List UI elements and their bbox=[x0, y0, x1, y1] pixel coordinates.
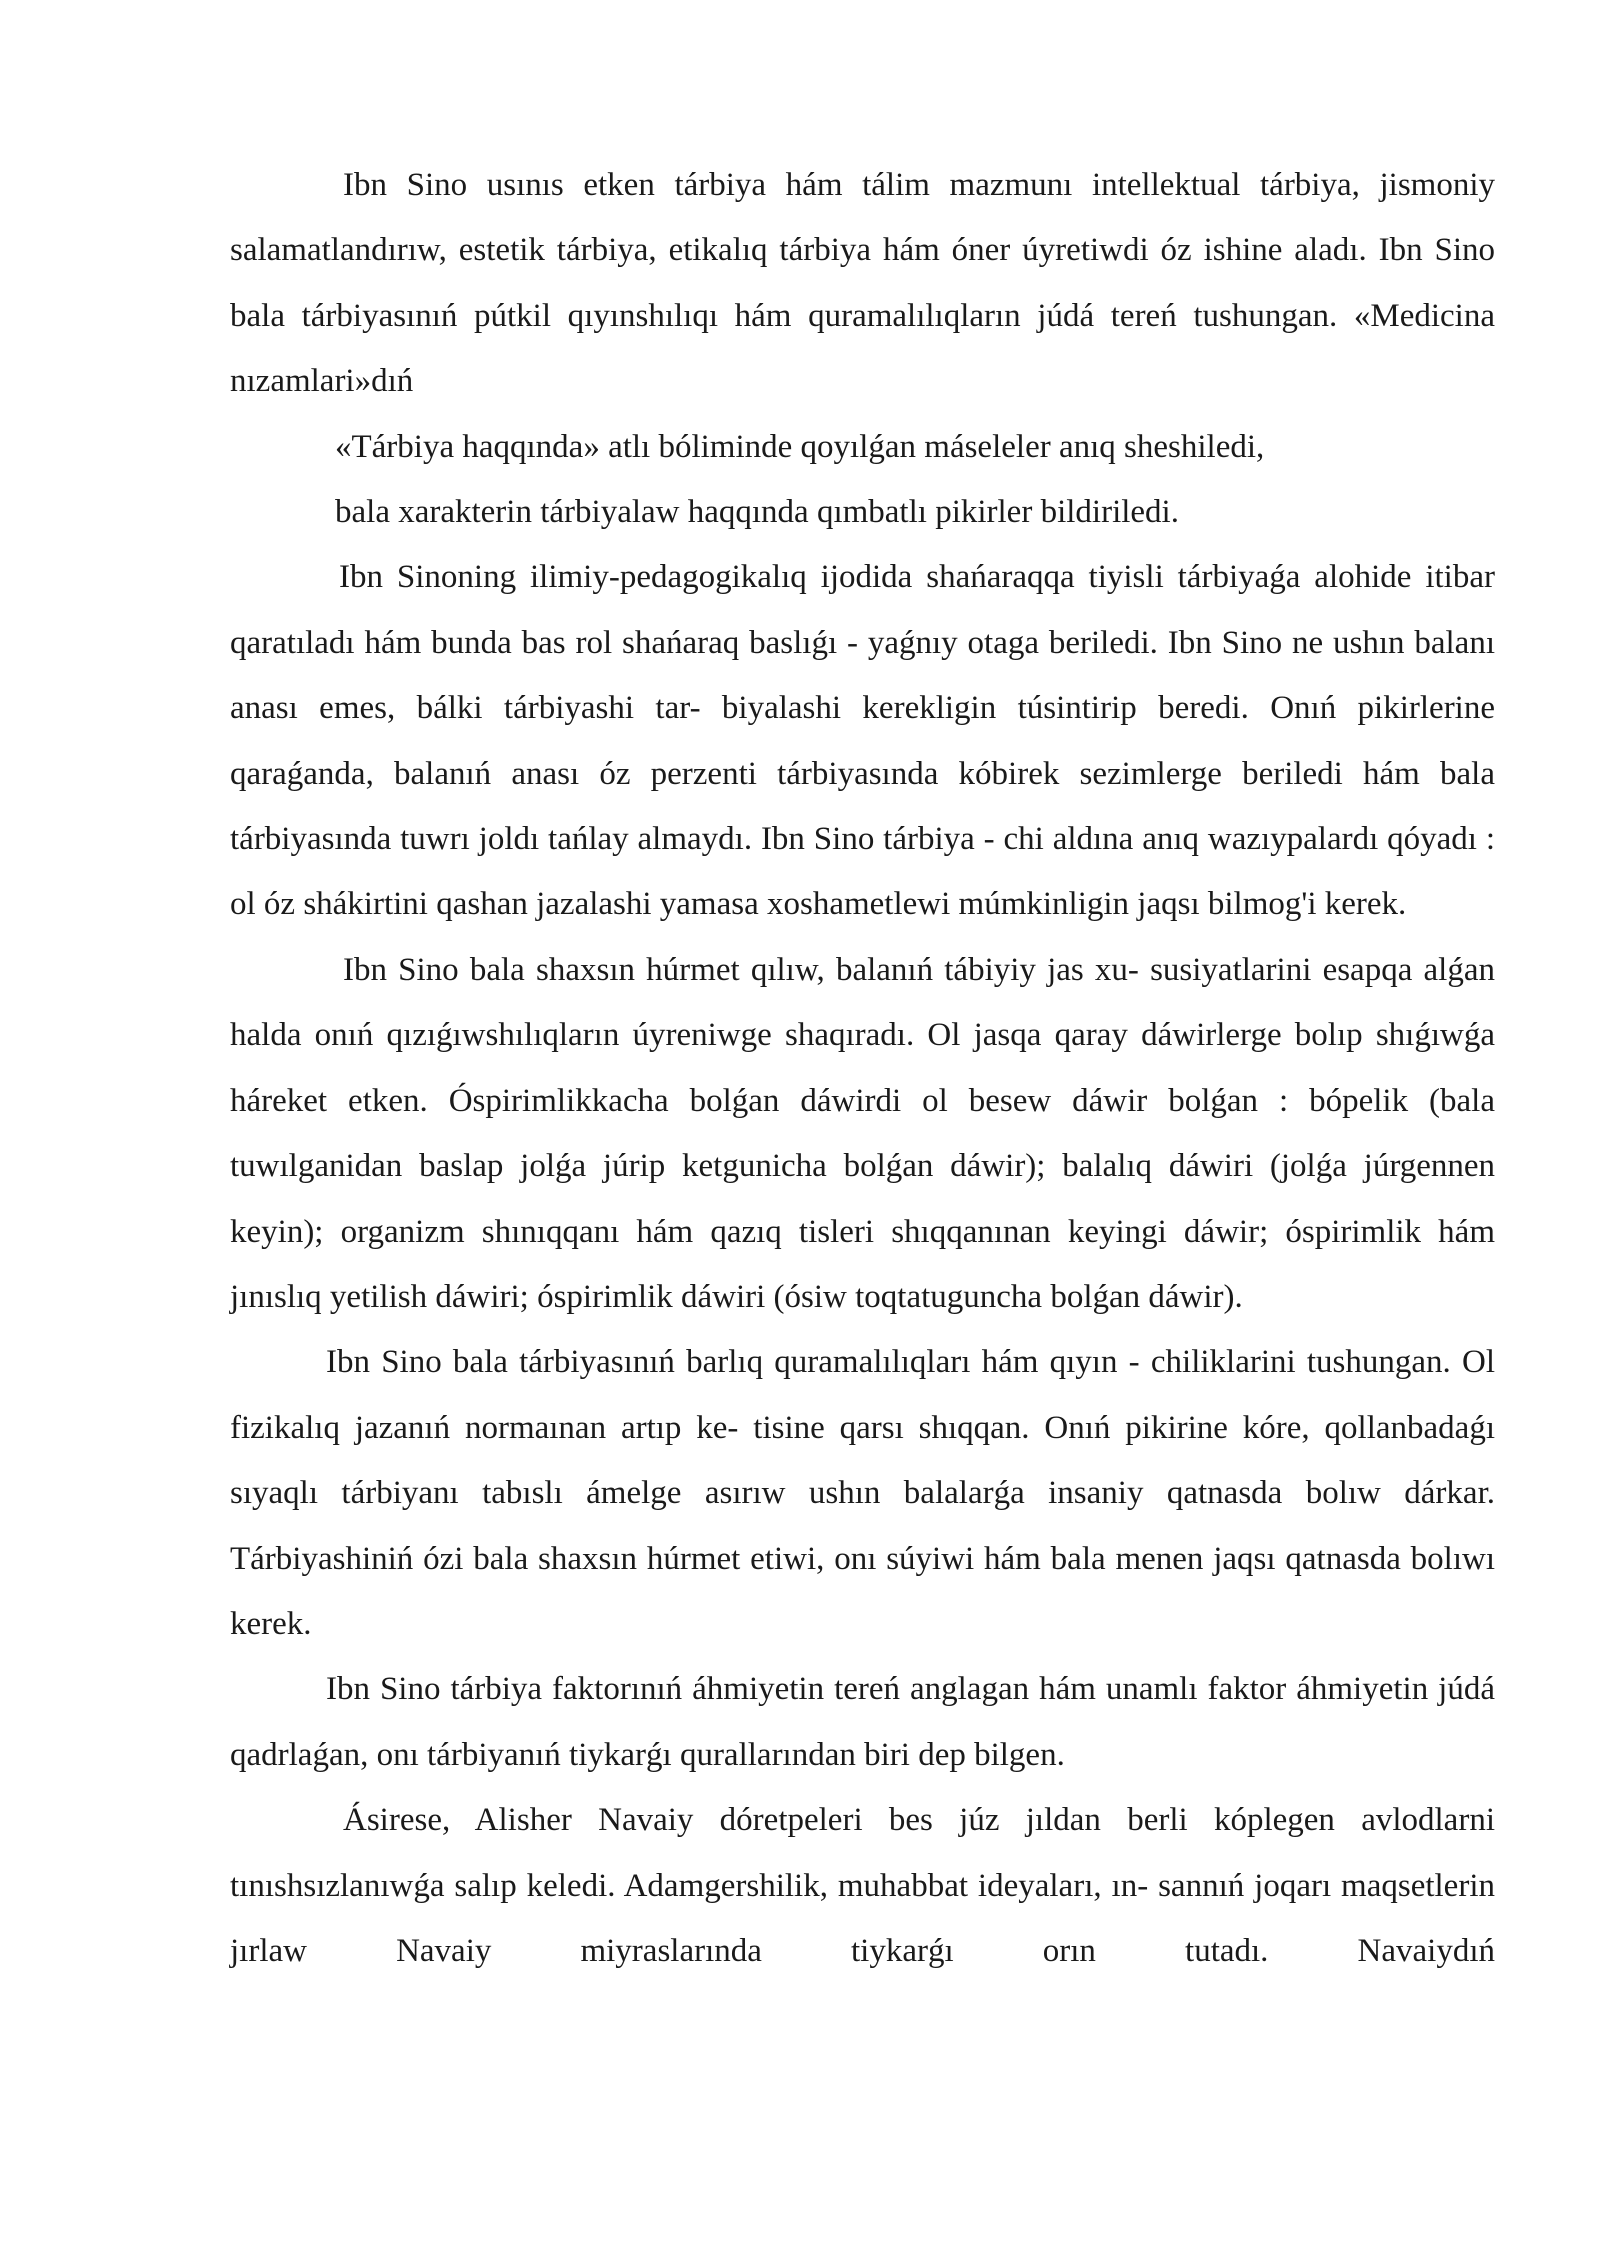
paragraph-family-education: Ibn Sinoning ilimiy-pedagogikalıq ijodida shańaraqqa tiyisli tárbiyaǵa alohide itibar qaratıladı hám bunda bas rol shańaraq baslıǵı - yaǵnıy otaga beriledi. Ibn Sino ne ushın balanı anası emes, bálki tárbiyashi tar- biyalashi kerekligin túsintirip beredi. Onıń pikirlerine qaraǵanda, balanıń anası óz perzenti tárbiyasında kóbirek sezimlerge beriledi hám bala tárbiyasında tuwrı joldı tańlay almaydı. Ibn Sino tárbiya - chi aldına anıq wazıypalardı qóyadı : ol óz shákirtini qashan jazalashi yamasa xoshametlewi múmkinligin jaqsı bilmog'i kerek. bbox=[230, 559, 1495, 923]
paragraph-alisher-navaiy: Ásirese, Alisher Navaiy dóretpeleri bes júz jıldan berli kóplegen avlodlarni tınıshsızlanıwǵa salıp keledi. Adamgershilik, muhabbat ideyaları, ın- sannıń joqarı maqsetlerin jırlaw Navaiy miyraslarında tiykarǵı orın tutadı. Navaiydıń bbox=[230, 1802, 1495, 1969]
paragraph-humane-treatment: Ibn Sino bala tárbiyasınıń barlıq quramalılıqları hám qıyın - chiliklarini tushungan. Ol fizikalıq jazanıń normaınan artıp ke- tisine qarsı shıqqan. Onıń pikirine kóre, qollanbadaǵı sıyaqlı tárbiyanı tabıslı ámelge asırıw ushın balalarǵa insaniy qatnasda bolıw dárkar. Tárbiyashiniń ózi bala shaxsın húrmet etiwi, onı súyiwi hám bala menen jaqsı qatnasda bolıwı kerek. bbox=[230, 1344, 1495, 1642]
paragraph-child-age-periods: Ibn Sino bala shaxsın húrmet qılıw, balanıń tábiyiy jas xu- susiyatlarini esapqa alǵan halda onıń qızıǵıwshılıqların úyreniwge shaqıradı. Ol jasqa qaray dáwirlerge bolıp shıǵıwǵa háreket etken. Óspirimlikkacha bolǵan dáwirdi ol besew dáwir bolǵan : bópelik (bala tuwılganidan baslap jolǵa júrip ketgunicha bolǵan dáwir); balalıq dáwiri (jolǵa júrgennen keyin); organizm shınıqqanı hám qazıq tisleri shıqqanınan keyingi dáwir; óspirimlik hám jınıslıq yetilish dáwiri; óspirimlik dáwiri (ósiw toqtatuguncha bolǵan dáwir). bbox=[230, 951, 1495, 1315]
paragraph-education-factor: Ibn Sino tárbiya faktorınıń áhmiyetin tereń anglagan hám unamlı faktor áhmiyetin júdá qadrlaǵan, onı tárbiyanıń tiykarǵı qurallarından biri dep bilgen. bbox=[230, 1671, 1495, 1773]
paragraph-character-education-line: bala xarakterin tárbiyalaw haqqında qımbatlı pikirler bildiriledi. bbox=[335, 494, 1179, 531]
document-body bbox=[230, 153, 1495, 1984]
paragraph-tarbiya-section-line: «Tárbiya haqqında» atlı bóliminde qoyılǵan máseleler anıq sheshiledi, bbox=[335, 428, 1265, 465]
paragraph-ibn-sino-education-content: Ibn Sino usınıs etken tárbiya hám tálim mazmunı intellektual tárbiya, jismoniy salamatlandırıw, estetik tárbiya, etikalıq tárbiya hám óner úyretiwdi óz ishine aladı. Ibn Sino bala tárbiyasınıń pútkil qıyınshılıqı hám quramalılıqların júdá tereń tushungan. «Medicina nızamlari»dıń bbox=[230, 167, 1495, 400]
